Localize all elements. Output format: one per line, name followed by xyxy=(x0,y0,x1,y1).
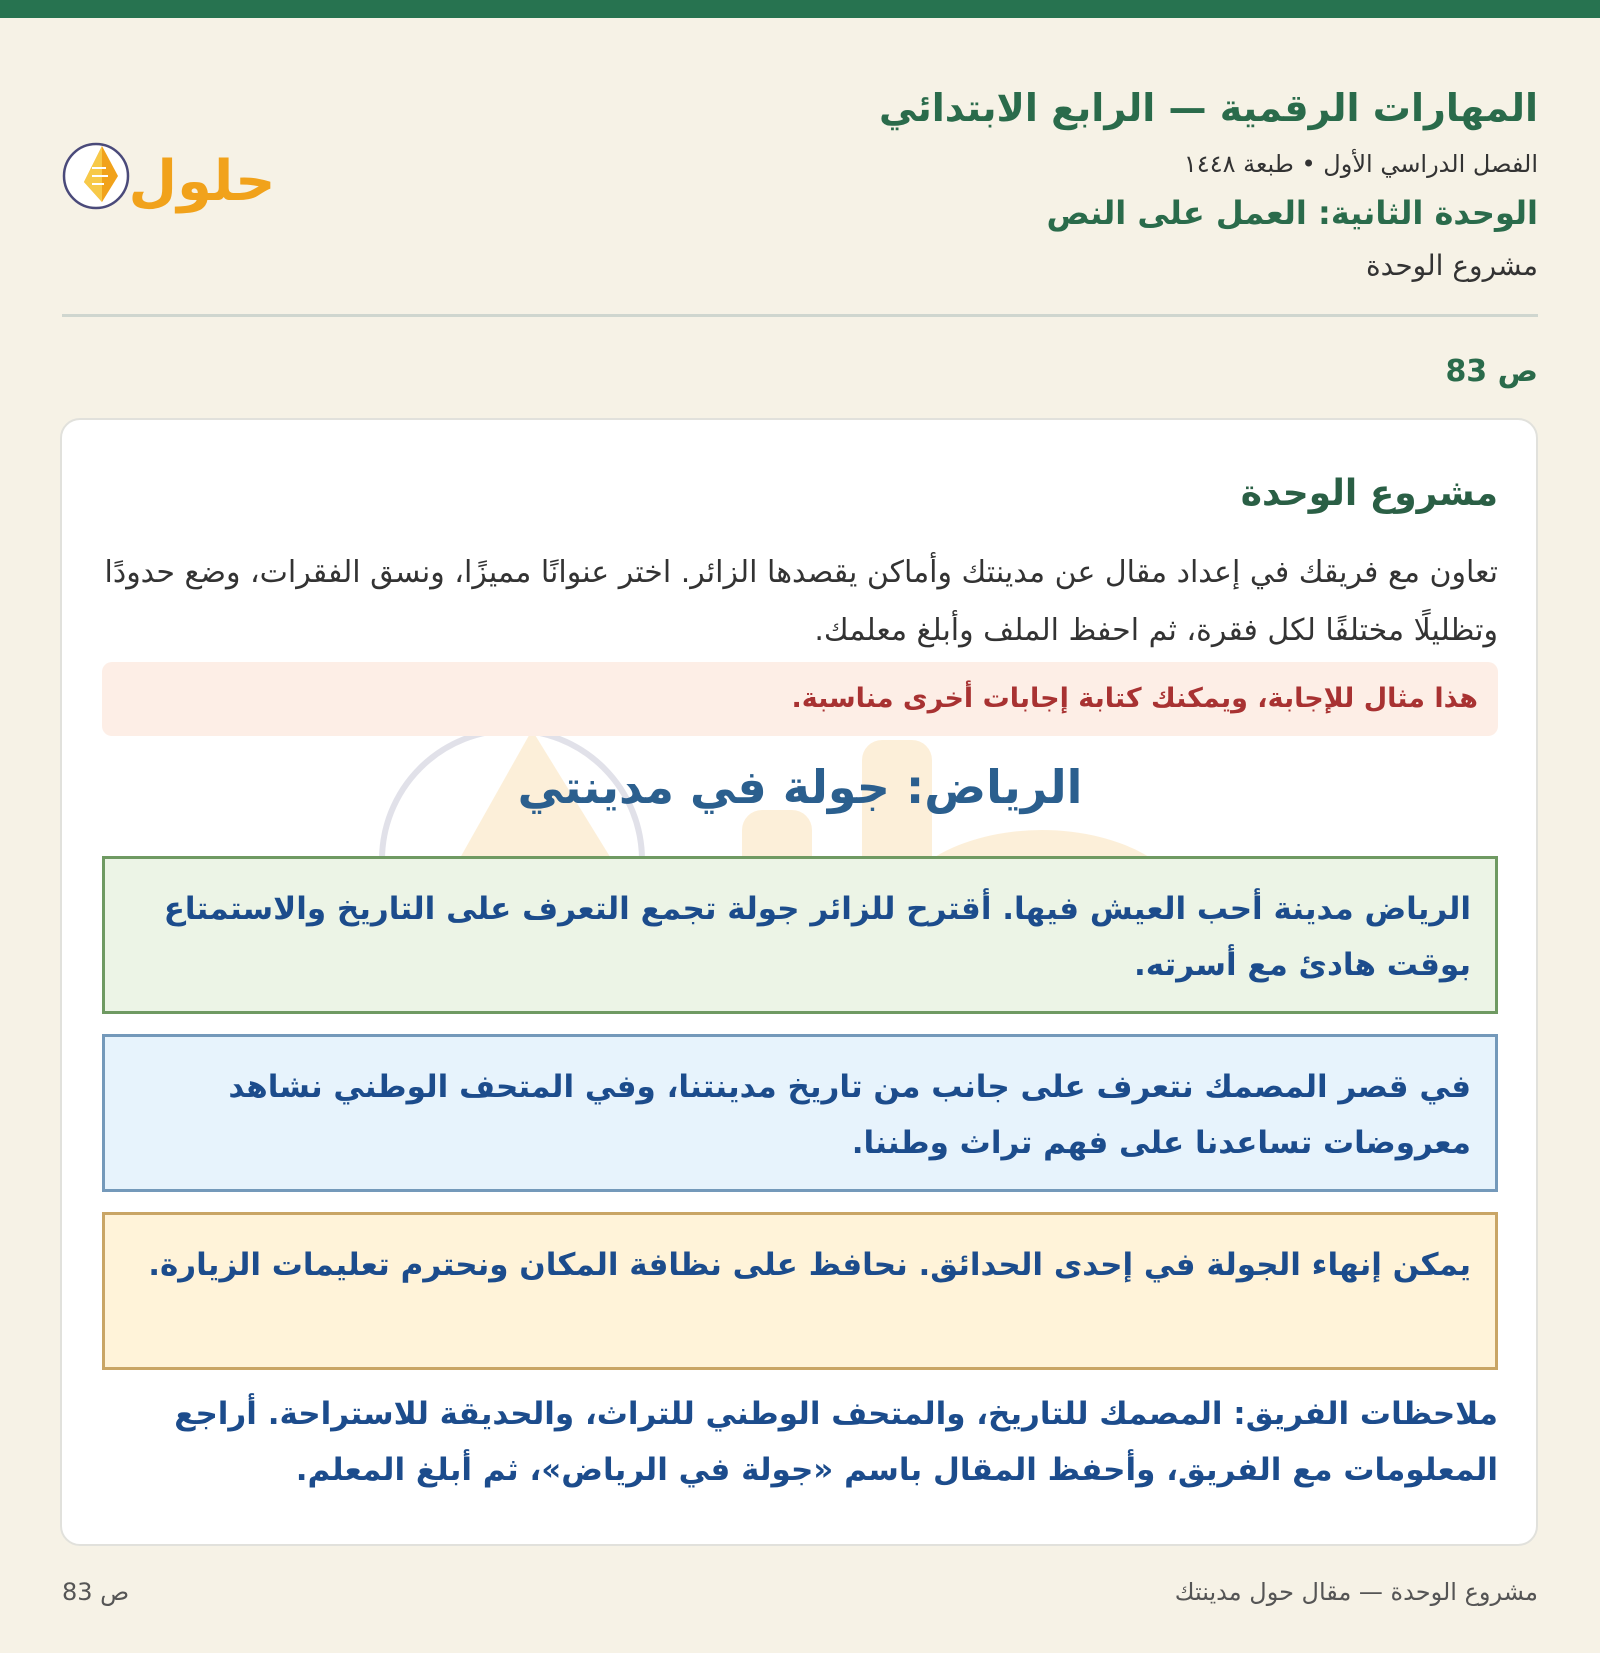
top-accent-bar xyxy=(0,0,1600,18)
paragraph-yellow: يمكن إنهاء الجولة في إحدى الحدائق. نحافظ على نظافة المكان ونحترم تعليمات الزيارة. xyxy=(102,1212,1498,1370)
footer-title: مشروع الوحدة — مقال حول مدينتك xyxy=(1174,1578,1538,1606)
paragraph-blue: في قصر المصمك نتعرف على جانب من تاريخ مدينتنا، وفي المتحف الوطني نشاهد معروضات تساعدنا على فهم تراث وطننا. xyxy=(102,1034,1498,1192)
card-title: مشروع الوحدة xyxy=(1240,473,1498,514)
page-header xyxy=(62,72,1538,318)
header-divider xyxy=(62,314,1538,317)
unit-title: الوحدة الثانية: العمل على النص xyxy=(1046,194,1538,232)
article-title: الرياض: جولة في مدينتي xyxy=(517,760,1083,814)
example-answer-note: هذا مثال للإجابة، ويمكنك كتابة إجابات أخرى مناسبة. xyxy=(102,662,1498,736)
book-title: المهارات الرقمية — الرابع الابتدائي xyxy=(879,86,1538,130)
content-card xyxy=(60,418,1538,1546)
term-edition: الفصل الدراسي الأول • طبعة ١٤٤٨ xyxy=(1183,150,1538,178)
paragraph-green: الرياض مدينة أحب العيش فيها. أقترح للزائر جولة تجمع التعرف على التاريخ والاستمتاع بوقت هادئ مع أسرته. xyxy=(102,856,1498,1014)
page-number-label: ص 83 xyxy=(1445,354,1538,389)
lesson-title: مشروع الوحدة xyxy=(1365,249,1538,282)
logo-wordmark: حلول xyxy=(128,149,276,214)
team-notes: ملاحظات الفريق: المصمك للتاريخ، والمتحف الوطني للتراث، والحديقة للاستراحة. أراجع المعلومات مع الفريق، وأحفظ المقال باسم «جولة في الرياض»، ثم أبلغ المعلم. xyxy=(174,1396,1498,1488)
header-titles xyxy=(879,72,1538,288)
task-instructions: تعاون مع فريقك في إعداد مقال عن مدينتك وأماكن يقصدها الزائر. اختر عنوانًا مميزًا، ونسق الفقرات، وضع حدودًا وتظليلًا مختلفًا لكل فقرة، ثم احفظ الملف وأبلغ معلمك. xyxy=(104,555,1498,648)
footer-page-number: ص 83 xyxy=(62,1578,130,1606)
hulul-logo xyxy=(62,130,282,230)
